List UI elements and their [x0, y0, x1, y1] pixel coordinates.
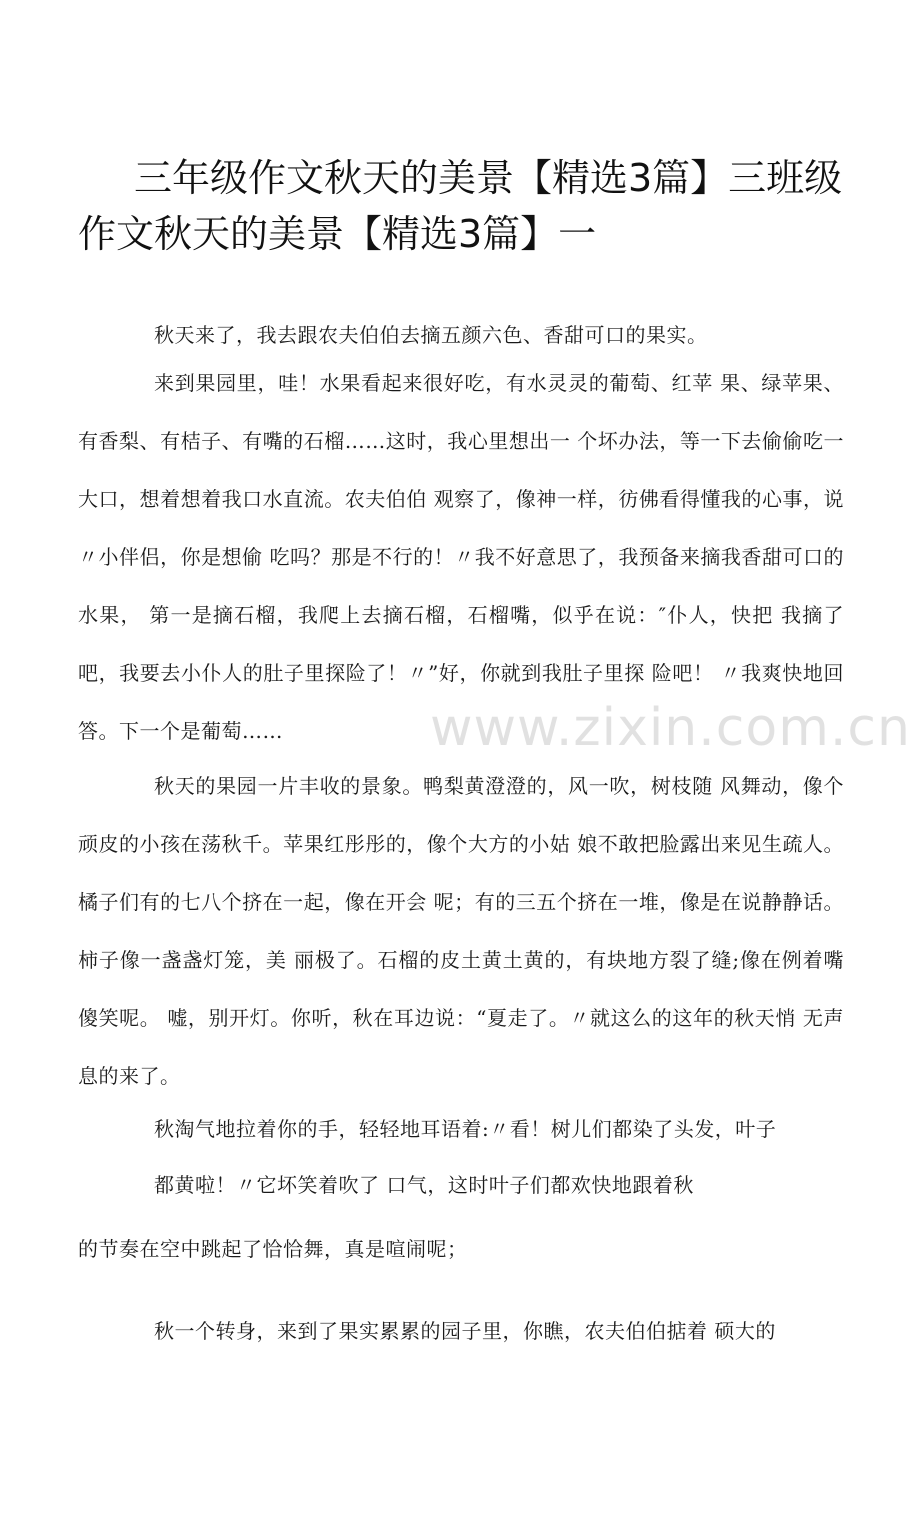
paragraph-5: 秋一个转身，来到了果实累累的园子里，你瞧，农夫伯伯掂着 硕大的 — [154, 1319, 776, 1343]
watermark-text: www.zixin.com.cn — [430, 698, 911, 758]
paragraph-2: 来到果园里，哇！水果看起来很好吃，有水灵灵的葡萄、红苹 果、绿苹果、有香梨、有桔子、有嘴的石榴……这时，我心里想出一 个坏办法，等一下去偷偷吃一大口，想着想着我口水直流。农夫伯伯 观察了，像神一样，彷佛看得懂我的心事，说〃小伴侣，你是想偷 吃吗？那是不行的！〃我不好意思了，我预备来摘我香甜可口的水果， 第一是摘石榴，我爬上去摘石榴，石榴嘴，似乎在说：″仆人，快把 我摘了吧，我要去小仆人的肚子里探险了！〃”好，你就到我肚子里探 险吧！ 〃我爽快地回答。下一个是葡萄…… — [78, 371, 844, 743]
paragraph-4-line-3: 的节奏在空中跳起了恰恰舞，真是喧闹呢； — [78, 1237, 468, 1261]
paragraph-3: 秋天的果园一片丰收的景象。鸭梨黄澄澄的，风一吹，树枝随 风舞动，像个顽皮的小孩在荡秋千。苹果红彤彤的，像个大方的小姑 娘不敢把脸露出来见生疏人。橘子们有的七八个挤在一起，像在开会 呢；有的三五个挤在一堆，像是在说静静话。柿子像一盏盏灯笼，美 丽极了。石榴的皮土黄土黄的，有块地方裂了缝;像在例着嘴傻笑呢。 嘘，别开灯。你听，秋在耳边说：“夏走了。〃就这么的这年的秋天悄 无声息的来了。 — [78, 774, 844, 1088]
paragraph-4-line-2: 都黄啦！〃它坏笑着吹了 口气，这时叶子们都欢快地跟着秋 — [154, 1173, 694, 1197]
paragraph-4-line-1: 秋淘气地拉着你的手，轻轻地耳语着:〃看！树儿们都染了头发，叶子 — [154, 1117, 777, 1141]
paragraph-1: 秋天来了，我去跟农夫伯伯去摘五颜六色、香甜可口的果实。 — [154, 323, 708, 347]
document-title: 三年级作文秋天的美景【精选3篇】三班级作文秋天的美景【精选3篇】一 — [78, 156, 843, 256]
